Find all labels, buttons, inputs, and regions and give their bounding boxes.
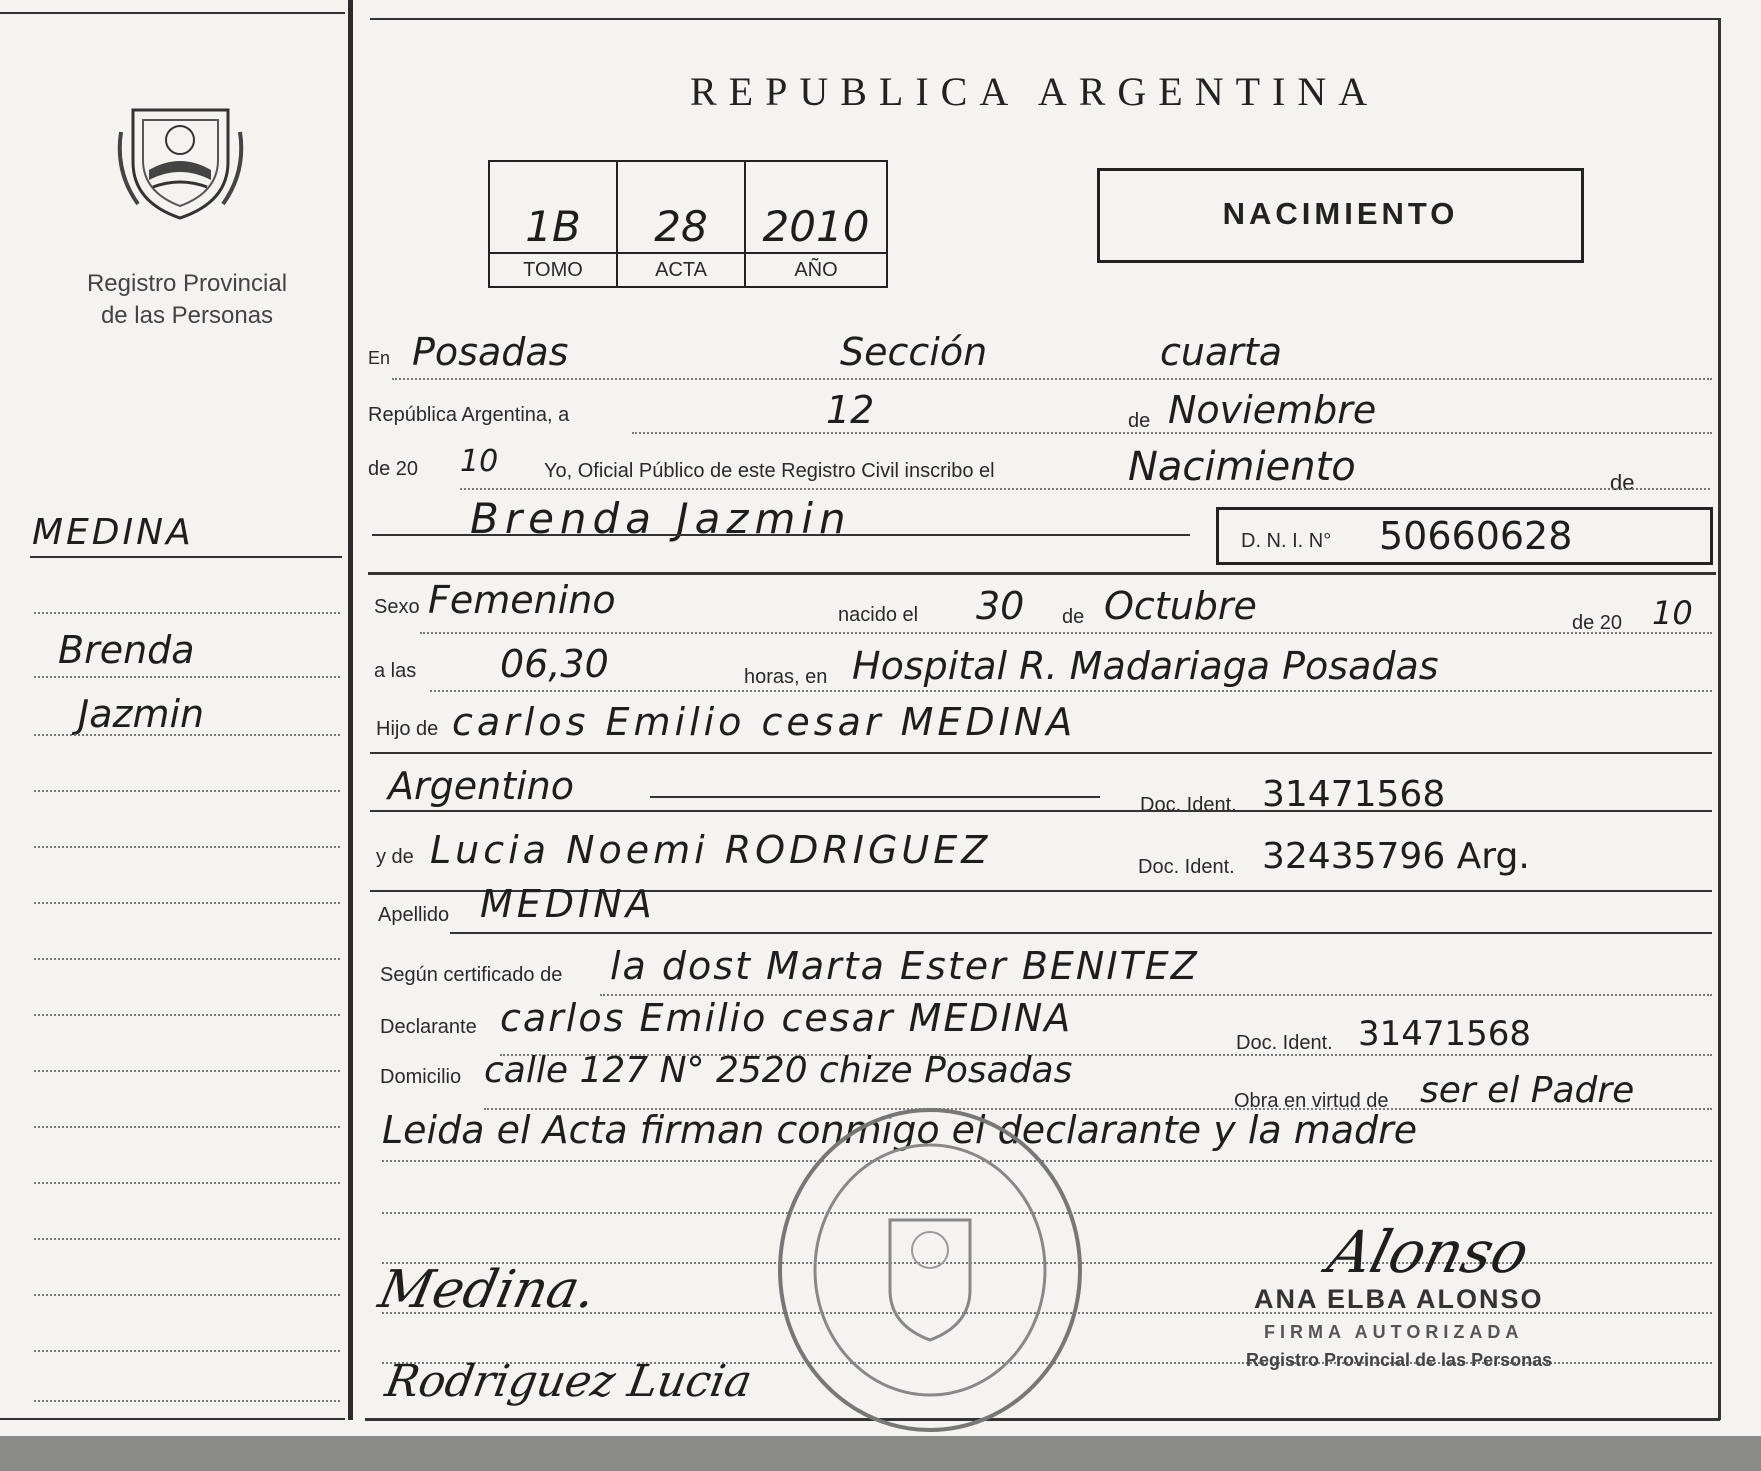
official-role: FIRMA AUTORIZADA bbox=[1264, 1322, 1524, 1342]
stub-rule bbox=[34, 1182, 340, 1184]
yde-label: y de bbox=[376, 846, 414, 868]
hijo-label: Hijo de bbox=[376, 718, 439, 740]
anio-value: 2010 bbox=[762, 202, 870, 251]
hour-value: 06,30 bbox=[500, 642, 609, 686]
stub-rule bbox=[34, 676, 340, 678]
stub-divider bbox=[348, 0, 353, 1420]
tomo-value: 1B bbox=[525, 202, 581, 251]
official-org: Registro Provincial de las Personas bbox=[1246, 1350, 1553, 1370]
scan-bottom-edge bbox=[0, 1436, 1761, 1471]
anio-label: AÑO bbox=[746, 252, 886, 286]
declarante-label: Declarante bbox=[380, 1016, 477, 1038]
mother-name: Lucia Noemi RODRIGUEZ bbox=[430, 828, 992, 872]
stub-rule bbox=[34, 846, 340, 848]
place-value: Hospital R. Madariaga Posadas bbox=[852, 644, 1439, 688]
stub-rule bbox=[34, 790, 340, 792]
alas-label: a las bbox=[374, 660, 417, 682]
line-4-bottom-rule bbox=[368, 572, 1716, 575]
obra-label: Obra en virtud de bbox=[1234, 1090, 1389, 1112]
stub-rule bbox=[34, 902, 340, 904]
father-nationality: Argentino bbox=[388, 764, 574, 808]
dni-label: D. N. I. N° bbox=[1241, 530, 1332, 552]
father-doc: 31471568 bbox=[1262, 774, 1446, 815]
domicilio-label: Domicilio bbox=[380, 1066, 462, 1088]
stub-rule bbox=[34, 1294, 340, 1296]
main-right-border bbox=[1718, 18, 1721, 1420]
provincial-seal-icon bbox=[113, 92, 248, 222]
de20-label-2: de 20 bbox=[1572, 612, 1623, 634]
de-label: de bbox=[1128, 410, 1151, 432]
mother-doc: 32435796 Arg. bbox=[1262, 836, 1530, 877]
father-name: carlos Emilio cesar MEDINA bbox=[452, 700, 1077, 744]
inscribo-label: Yo, Oficial Público de este Registro Civil inscribo el bbox=[544, 460, 995, 482]
registry-name-line2: de las Personas bbox=[100, 302, 274, 329]
acta-cell bbox=[618, 162, 746, 286]
stub-bottom-line bbox=[0, 1418, 345, 1420]
day-value: 12 bbox=[826, 388, 875, 432]
declarante-doc: 31471568 bbox=[1358, 1014, 1532, 1054]
en-label: En bbox=[368, 348, 391, 368]
year-suffix: 10 bbox=[460, 444, 499, 479]
acta-label: ACTA bbox=[618, 252, 744, 286]
official-name: ANA ELBA ALONSO bbox=[1254, 1284, 1544, 1314]
declarante-doc-label: Doc. Ident. bbox=[1236, 1032, 1333, 1054]
stub-rule bbox=[34, 958, 340, 960]
nacido-label: nacido el bbox=[838, 604, 919, 626]
father-doc-label: Doc. Ident. bbox=[1140, 794, 1237, 816]
mother-doc-label: Doc. Ident. bbox=[1138, 856, 1235, 878]
tomo-label: TOMO bbox=[490, 252, 616, 286]
republica-label: República Argentina, a bbox=[368, 404, 570, 426]
certifier-value: la dost Marta Ester BENITEZ bbox=[610, 944, 1199, 988]
dni-box bbox=[1216, 507, 1713, 565]
line-7-rule bbox=[370, 752, 1712, 754]
anio-cell bbox=[746, 162, 886, 286]
closing-statement: Leida el Acta firman conmigo el declarante y la madre bbox=[382, 1108, 1418, 1152]
sexo-label: Sexo bbox=[374, 596, 420, 618]
line-5-rule bbox=[420, 632, 1712, 634]
city-value: Posadas bbox=[412, 330, 569, 374]
dni-value: 50660628 bbox=[1379, 514, 1573, 558]
declarante-value: carlos Emilio cesar MEDINA bbox=[500, 996, 1073, 1040]
official-stamp-icon bbox=[770, 1100, 1090, 1440]
registry-name-line1: Registro Provincial bbox=[86, 270, 288, 297]
stub-surname-line bbox=[30, 556, 342, 558]
stub-rule bbox=[34, 1238, 340, 1240]
horas-label: horas, en bbox=[744, 666, 828, 688]
child-name: Brenda Jazmin bbox=[470, 494, 852, 543]
obra-value: ser el Padre bbox=[1420, 1070, 1635, 1111]
de20-label: de 20 bbox=[368, 458, 419, 480]
month-value: Noviembre bbox=[1168, 388, 1377, 432]
stub-rule bbox=[34, 1400, 340, 1402]
sexo-value: Femenino bbox=[428, 578, 616, 622]
line-10-rule bbox=[450, 932, 1712, 934]
stub-top-line bbox=[0, 12, 345, 14]
event-value: Nacimiento bbox=[1128, 444, 1356, 490]
line-6-rule bbox=[430, 690, 1712, 692]
signature-official: Alonso bbox=[1321, 1218, 1536, 1286]
child-name-rule bbox=[372, 534, 1190, 536]
acta-value: 28 bbox=[654, 202, 708, 251]
seccion-value: cuarta bbox=[1160, 330, 1283, 374]
stub-rule bbox=[34, 612, 340, 614]
apellido-value: MEDINA bbox=[480, 882, 656, 926]
birth-month: Octubre bbox=[1104, 584, 1257, 628]
stub-rule bbox=[34, 1014, 340, 1016]
record-type-box: NACIMIENTO bbox=[1097, 168, 1584, 263]
line-3-rule bbox=[460, 488, 1710, 490]
seccion-label: Sección bbox=[840, 330, 988, 374]
stub-given-name-1: Brenda bbox=[58, 628, 195, 672]
stub-rule bbox=[34, 734, 340, 736]
tomo-cell bbox=[490, 162, 618, 286]
stub-rule bbox=[34, 1350, 340, 1352]
birth-year-suffix: 10 bbox=[1652, 594, 1693, 632]
apellido-label: Apellido bbox=[378, 904, 450, 926]
stub-given-name-2: Jazmin bbox=[78, 692, 205, 736]
stub-surname: MEDINA bbox=[32, 512, 194, 553]
signature-mother: Rodriguez Lucia bbox=[381, 1356, 756, 1407]
father-nat-rule bbox=[650, 796, 1100, 798]
de-label-2: de bbox=[1610, 470, 1635, 495]
line-2-rule bbox=[632, 432, 1712, 434]
stub-rule bbox=[34, 1070, 340, 1072]
segun-label: Según certificado de bbox=[380, 964, 563, 986]
birth-day: 30 bbox=[976, 584, 1025, 628]
line-1-rule bbox=[392, 378, 1712, 380]
domicilio-value: calle 127 N° 2520 chize Posadas bbox=[484, 1050, 1073, 1091]
country-title: REPUBLICA ARGENTINA bbox=[690, 69, 1380, 114]
main-top-line bbox=[370, 18, 1720, 20]
line-8-rule bbox=[370, 810, 1712, 812]
signature-father: Medina. bbox=[373, 1260, 602, 1320]
de-label-3: de bbox=[1062, 606, 1085, 628]
record-number-box bbox=[488, 160, 888, 288]
stub-rule bbox=[34, 1126, 340, 1128]
